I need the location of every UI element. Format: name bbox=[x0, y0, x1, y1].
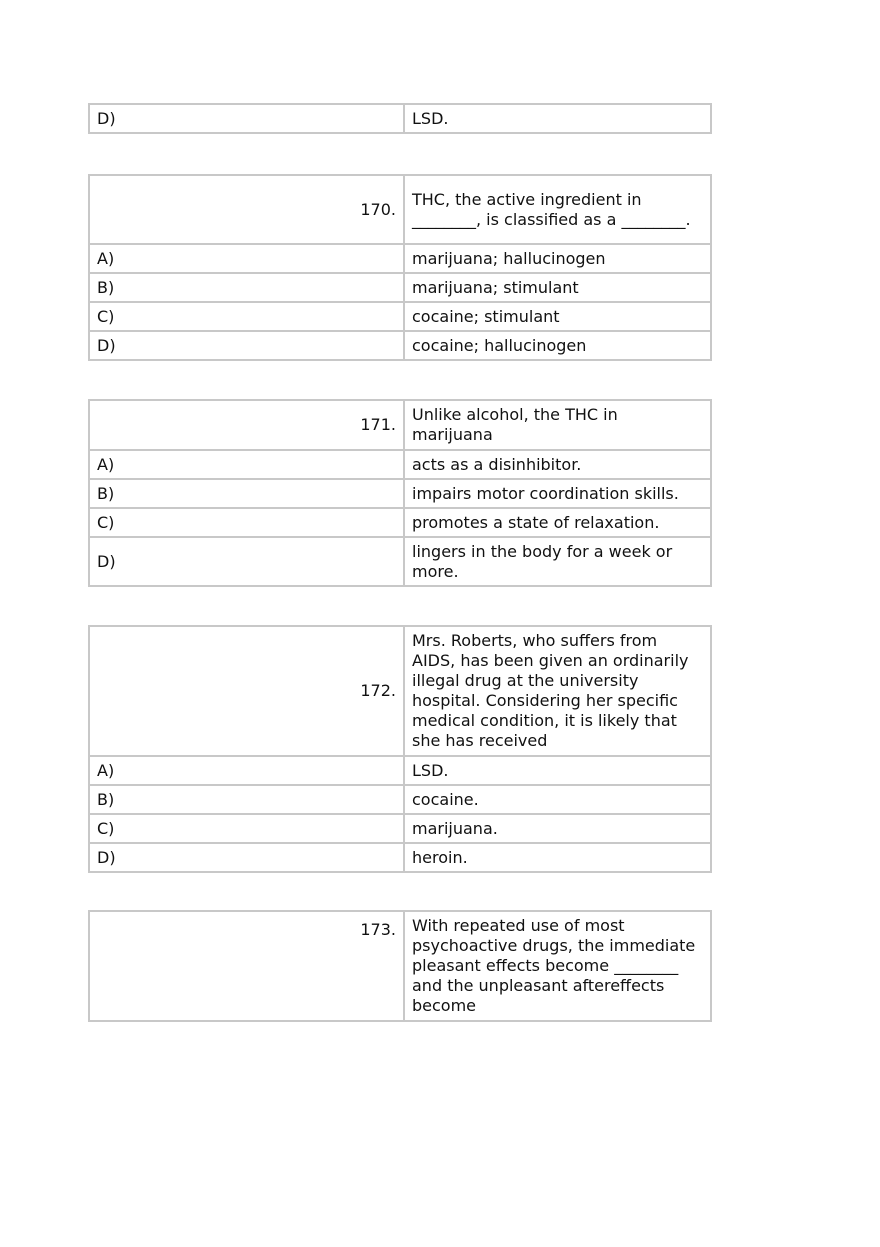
option-text: acts as a disinhibitor. bbox=[404, 450, 711, 479]
question-block-171 bbox=[88, 399, 712, 587]
question-row bbox=[89, 400, 711, 450]
option-text: marijuana; stimulant bbox=[404, 273, 711, 302]
option-row bbox=[89, 508, 711, 537]
question-text: With repeated use of most psychoactive drugs, the immediate pleasant effects become ________ and the unpleasant aftereffects become bbox=[404, 911, 711, 1021]
option-text: LSD. bbox=[404, 104, 711, 133]
question-row bbox=[89, 911, 711, 1021]
option-letter: D) bbox=[89, 331, 404, 360]
question-block-172 bbox=[88, 625, 712, 873]
question-text: Unlike alcohol, the THC in marijuana bbox=[404, 400, 711, 450]
question-row bbox=[89, 626, 711, 756]
option-text: marijuana; hallucinogen bbox=[404, 244, 711, 273]
option-row bbox=[89, 104, 711, 133]
question-block-170 bbox=[88, 174, 712, 361]
option-row bbox=[89, 450, 711, 479]
option-row bbox=[89, 843, 711, 872]
question-number: 171. bbox=[89, 400, 404, 450]
option-row bbox=[89, 302, 711, 331]
option-text: promotes a state of relaxation. bbox=[404, 508, 711, 537]
option-letter: A) bbox=[89, 450, 404, 479]
option-text: cocaine. bbox=[404, 785, 711, 814]
option-text: lingers in the body for a week or more. bbox=[404, 537, 711, 586]
option-text: cocaine; hallucinogen bbox=[404, 331, 711, 360]
option-letter: B) bbox=[89, 785, 404, 814]
option-row bbox=[89, 814, 711, 843]
option-text: cocaine; stimulant bbox=[404, 302, 711, 331]
option-row bbox=[89, 273, 711, 302]
question-row bbox=[89, 175, 711, 244]
option-letter: A) bbox=[89, 756, 404, 785]
option-letter: A) bbox=[89, 244, 404, 273]
option-row bbox=[89, 479, 711, 508]
option-row bbox=[89, 331, 711, 360]
option-row bbox=[89, 244, 711, 273]
question-block-prev bbox=[88, 103, 712, 134]
question-text: THC, the active ingredient in ________, is classified as a ________. bbox=[404, 175, 711, 244]
question-block-173 bbox=[88, 910, 712, 1022]
option-letter: C) bbox=[89, 508, 404, 537]
question-number: 172. bbox=[89, 626, 404, 756]
option-letter: D) bbox=[89, 537, 404, 586]
option-letter: C) bbox=[89, 814, 404, 843]
option-text: impairs motor coordination skills. bbox=[404, 479, 711, 508]
option-letter: D) bbox=[89, 104, 404, 133]
option-text: heroin. bbox=[404, 843, 711, 872]
option-row bbox=[89, 785, 711, 814]
option-text: marijuana. bbox=[404, 814, 711, 843]
question-number: 173. bbox=[89, 911, 404, 1021]
option-letter: D) bbox=[89, 843, 404, 872]
question-text: Mrs. Roberts, who suffers from AIDS, has been given an ordinarily illegal drug at the university hospital. Considering her specific medical condition, it is likely that she has received bbox=[404, 626, 711, 756]
option-row bbox=[89, 537, 711, 586]
question-number: 170. bbox=[89, 175, 404, 244]
option-letter: C) bbox=[89, 302, 404, 331]
option-letter: B) bbox=[89, 273, 404, 302]
option-letter: B) bbox=[89, 479, 404, 508]
option-text: LSD. bbox=[404, 756, 711, 785]
option-row bbox=[89, 756, 711, 785]
